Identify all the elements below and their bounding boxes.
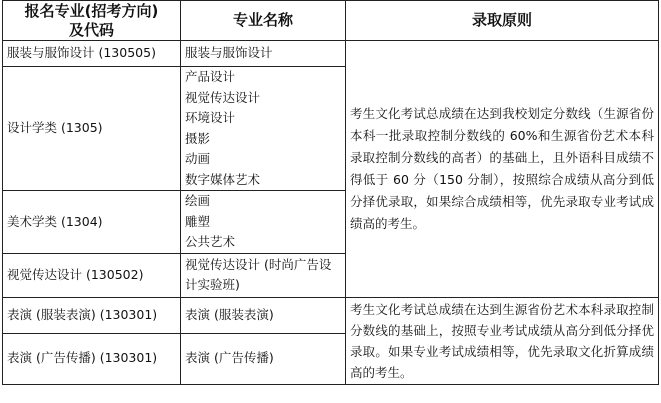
major-item: 表演 (广告传播) [185, 350, 274, 366]
category-cell: 设计学类 (1305) [3, 67, 181, 191]
category-cell: 美术学类 (1304) [3, 191, 181, 254]
major-item: 雕塑 [185, 213, 211, 229]
principle-text: 考生文化考试总成绩在达到我校划定分数线（生源省份本科一批录取控制分数线的 60%和生源省份艺术本科录取控制分数线的高者）的基础上，且外语科目成绩不得低于 60 分（150 分制），按照综合成绩从高分到低分择优录取，如果综合成绩相等，优先录取专业考试成绩高的考生。 [350, 105, 654, 231]
category-cell: 服装与服饰设计 (130505) [3, 41, 181, 67]
major-cell [181, 333, 346, 384]
major-item: 环境设计 [185, 110, 236, 125]
major-item: 服装与服饰设计 [185, 45, 273, 61]
principle-text: 考生文化考试总成绩在达到生源省份艺术本科录取控制分数线的基础上，按照专业考试成绩从高分到低分择优录取。如果专业考试成绩相等，优先录取文化折算成绩高的考生。 [350, 301, 654, 380]
major-item: 动画 [185, 151, 211, 166]
header-row [3, 1, 659, 41]
table-row [3, 41, 659, 67]
category-cell: 视觉传达设计 (130502) [3, 253, 181, 297]
header-category-line1: 报名专业(招考方向) [24, 1, 159, 20]
header-principle: 录取原则 [346, 1, 659, 41]
major-item: 公共艺术 [185, 234, 236, 249]
header-category [3, 1, 181, 41]
table-row [3, 297, 659, 333]
admission-table [2, 0, 659, 385]
major-item: 产品设计 [185, 69, 236, 84]
major-item: 视觉传达设计 (时尚广告设计实验班) [185, 256, 332, 292]
major-cell [181, 41, 346, 67]
principle-cell [346, 41, 659, 298]
principle-cell [346, 297, 659, 384]
major-cell [181, 67, 346, 191]
major-cell [181, 253, 346, 297]
category-cell: 表演 (广告传播) (130301) [3, 333, 181, 384]
major-item: 摄影 [185, 130, 211, 146]
major-item: 绘画 [185, 193, 211, 208]
major-item: 数字媒体艺术 [185, 171, 261, 187]
major-item: 表演 (服装表演) [185, 306, 274, 322]
header-major-name: 专业名称 [181, 1, 346, 41]
category-cell: 表演 (服装表演) (130301) [3, 297, 181, 333]
major-cell [181, 191, 346, 254]
major-item: 视觉传达设计 [185, 89, 261, 105]
major-cell [181, 297, 346, 333]
header-category-line2: 及代码 [68, 20, 114, 39]
